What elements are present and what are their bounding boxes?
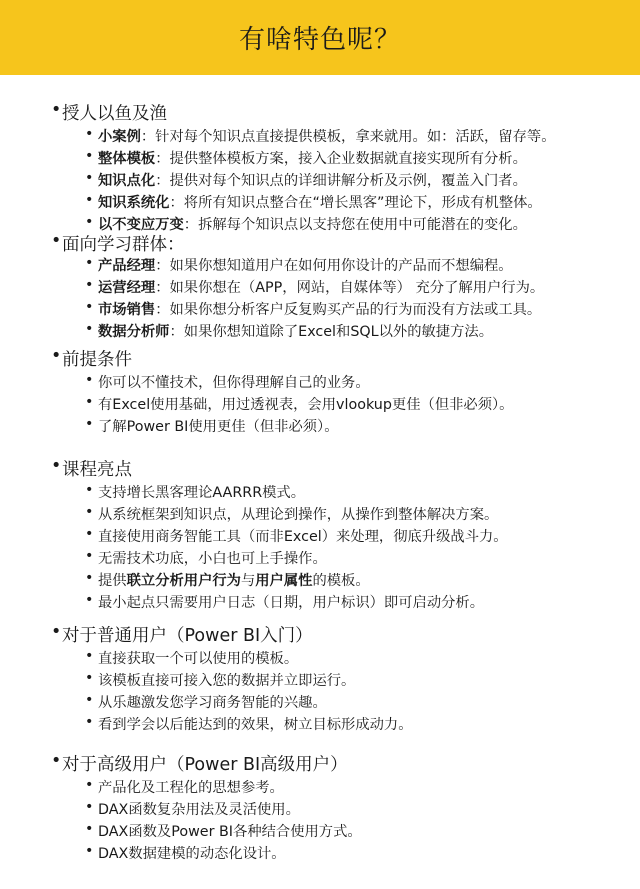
list-item: • 产品化及工程化的思想参考。 — [98, 777, 284, 797]
list-item: • DAX数据建模的动态化设计。 — [98, 843, 286, 863]
item-text: ：如果你想在（APP，网站，自媒体等） 充分了解用户行为。 — [155, 280, 545, 296]
item-label: 产品经理 — [98, 258, 156, 274]
item-label: 运营经理 — [98, 280, 156, 296]
item-label: 知识点化 — [98, 173, 156, 189]
item-label: 小案例 — [98, 129, 141, 145]
item-label: 市场销售 — [98, 302, 156, 318]
item-text: 提供 — [98, 573, 127, 589]
list-item — [98, 570, 370, 590]
list-item: • DAX函数及Power BI各种结合使用方式。 — [98, 821, 362, 841]
list-item — [98, 170, 527, 190]
list-item: • 有Excel使用基础，用过透视表，会用vlookup更佳（但非必须）。 — [98, 394, 513, 414]
item-text: ：针对每个知识点直接提供模板，拿来就用。如：活跃，留存等。 — [140, 129, 556, 145]
list-item: • 看到学会以后能达到的效果，树立目标形成动力。 — [98, 714, 413, 734]
section-title: • 课程亮点 — [62, 456, 132, 481]
list-item: • 支持增长黑客理论AARRR模式。 — [98, 482, 305, 502]
list-item: • 直接获取一个可以使用的模板。 — [98, 648, 298, 668]
list-item: • DAX函数复杂用法及灵活使用。 — [98, 799, 300, 819]
list-item — [98, 255, 513, 275]
item-text: ：提供对每个知识点的详细讲解分析及示例，覆盖入门者。 — [155, 173, 527, 189]
page-title: 有啥特色呢？ — [238, 25, 401, 55]
item-highlight: 用户属性 — [255, 573, 313, 589]
item-label: 以不变应万变 — [98, 217, 184, 233]
list-item — [98, 148, 527, 168]
item-text: ：将所有知识点整合在“增长黑客”理论下，形成有机整体。 — [169, 195, 542, 211]
list-item — [98, 192, 542, 212]
item-label: 整体模板 — [98, 151, 156, 167]
item-text: ：如果你想分析客户反复购买产品的行为而没有方法或工具。 — [155, 302, 542, 318]
item-label: 数据分析师 — [98, 324, 170, 340]
section-title: • 授人以鱼及渔 — [62, 100, 167, 125]
list-item — [98, 321, 493, 341]
item-highlight: 联立分析用户行为 — [126, 573, 241, 589]
list-item: • 你可以不懂技术，但你得理解自己的业务。 — [98, 372, 370, 392]
item-text: ：如果你想知道用户在如何用你设计的产品而不想编程。 — [155, 258, 513, 274]
section-title: • 面向学习群体： — [62, 231, 185, 256]
list-item — [98, 299, 541, 319]
list-item: • 最小起点只需要用户日志（日期，用户标识）即可启动分析。 — [98, 592, 484, 612]
item-label: 知识系统化 — [98, 195, 170, 211]
section-title: • 对于普通用户（Power BI入门） — [62, 622, 313, 647]
list-item: • 了解Power BI使用更佳（但非必须）。 — [98, 416, 339, 436]
list-item: • 该模板直接可接入您的数据并立即运行。 — [98, 670, 355, 690]
section-title: • 对于高级用户（Power BI高级用户） — [62, 751, 348, 776]
list-item: • 无需技术功底，小白也可上手操作。 — [98, 548, 327, 568]
item-text: ：提供整体模板方案，接入企业数据就直接实现所有分析。 — [155, 151, 527, 167]
list-item: • 从乐趣激发您学习商务智能的兴趣。 — [98, 692, 327, 712]
list-item: • 直接使用商务智能工具（而非Excel）来处理，彻底升级战斗力。 — [98, 526, 508, 546]
item-text: 与 — [240, 573, 256, 589]
item-text: ：如果你想知道除了Excel和SQL以外的敏捷方法。 — [169, 324, 493, 340]
section-title: • 前提条件 — [62, 346, 132, 371]
list-item — [98, 277, 544, 297]
list-item — [98, 126, 556, 146]
list-item: • 从系统框架到知识点，从理论到操作，从操作到整体解决方案。 — [98, 504, 498, 524]
item-text: 的模板。 — [312, 573, 370, 589]
item-text: ：拆解每个知识点以支持您在使用中可能潜在的变化。 — [183, 217, 527, 233]
